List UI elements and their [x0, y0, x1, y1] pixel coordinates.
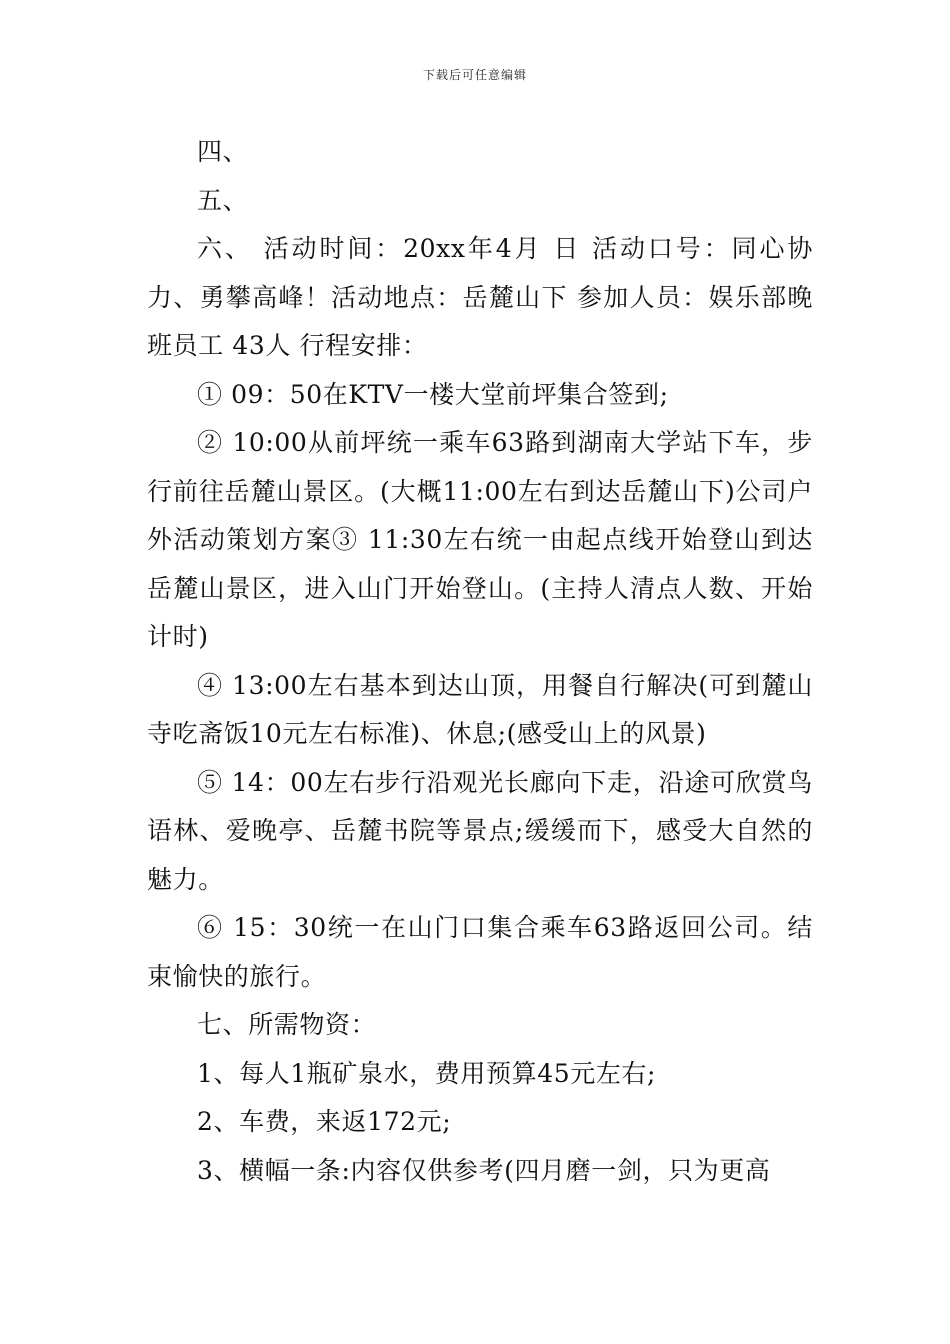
schedule-item-1: ① 09：50在KTV一楼大堂前坪集合签到;: [197, 379, 669, 409]
supply-item-1: 1、每人1瓶矿泉水，费用预算45元左右;: [197, 1058, 657, 1088]
schedule-item-6: ⑥ 15：30统一在山门口集合乘车63路返回公司。结束愉快的旅行。: [147, 913, 813, 991]
document-body: [147, 128, 813, 1195]
schedule-item-2: ② 10:00从前坪统一乘车63路到湖南大学站下车，步行前往岳麓山景区。(大概11:00左右到达岳麓山下)公司户外活动策划方案③ 11:30左右统一由起点线开始登山到达岳麓山景区，进入山门开始登山。(主持人清点人数、开始计时): [147, 428, 813, 651]
section-five-heading: 五、: [197, 185, 249, 215]
supply-item-3: 3、横幅一条:内容仅供参考(四月磨一剑，只为更高: [197, 1155, 771, 1185]
schedule-item-4: ④ 13:00左右基本到达山顶，用餐自行解决(可到麓山寺吃斋饭10元左右标准)、休息;(感受山上的风景): [147, 670, 813, 748]
section-four-heading: 四、: [197, 137, 249, 166]
section-six-activity-info: 六、 活动时间：20xx年4月 日 活动口号：同心协力、勇攀高峰！活动地点：岳麓山下 参加人员：娱乐部晚班员工 43人 行程安排：: [147, 234, 813, 360]
schedule-item-5: ⑤ 14：00左右步行沿观光长廊向下走，沿途可欣赏鸟语林、爱晚亭、岳麓书院等景点;缓缓而下，感受大自然的魅力。: [147, 767, 813, 894]
section-seven-heading: 七、所需物资：: [197, 1010, 377, 1039]
supply-item-2: 2、车费，来返172元;: [197, 1107, 452, 1136]
page-header: 下载后可任意编辑: [422, 68, 527, 82]
